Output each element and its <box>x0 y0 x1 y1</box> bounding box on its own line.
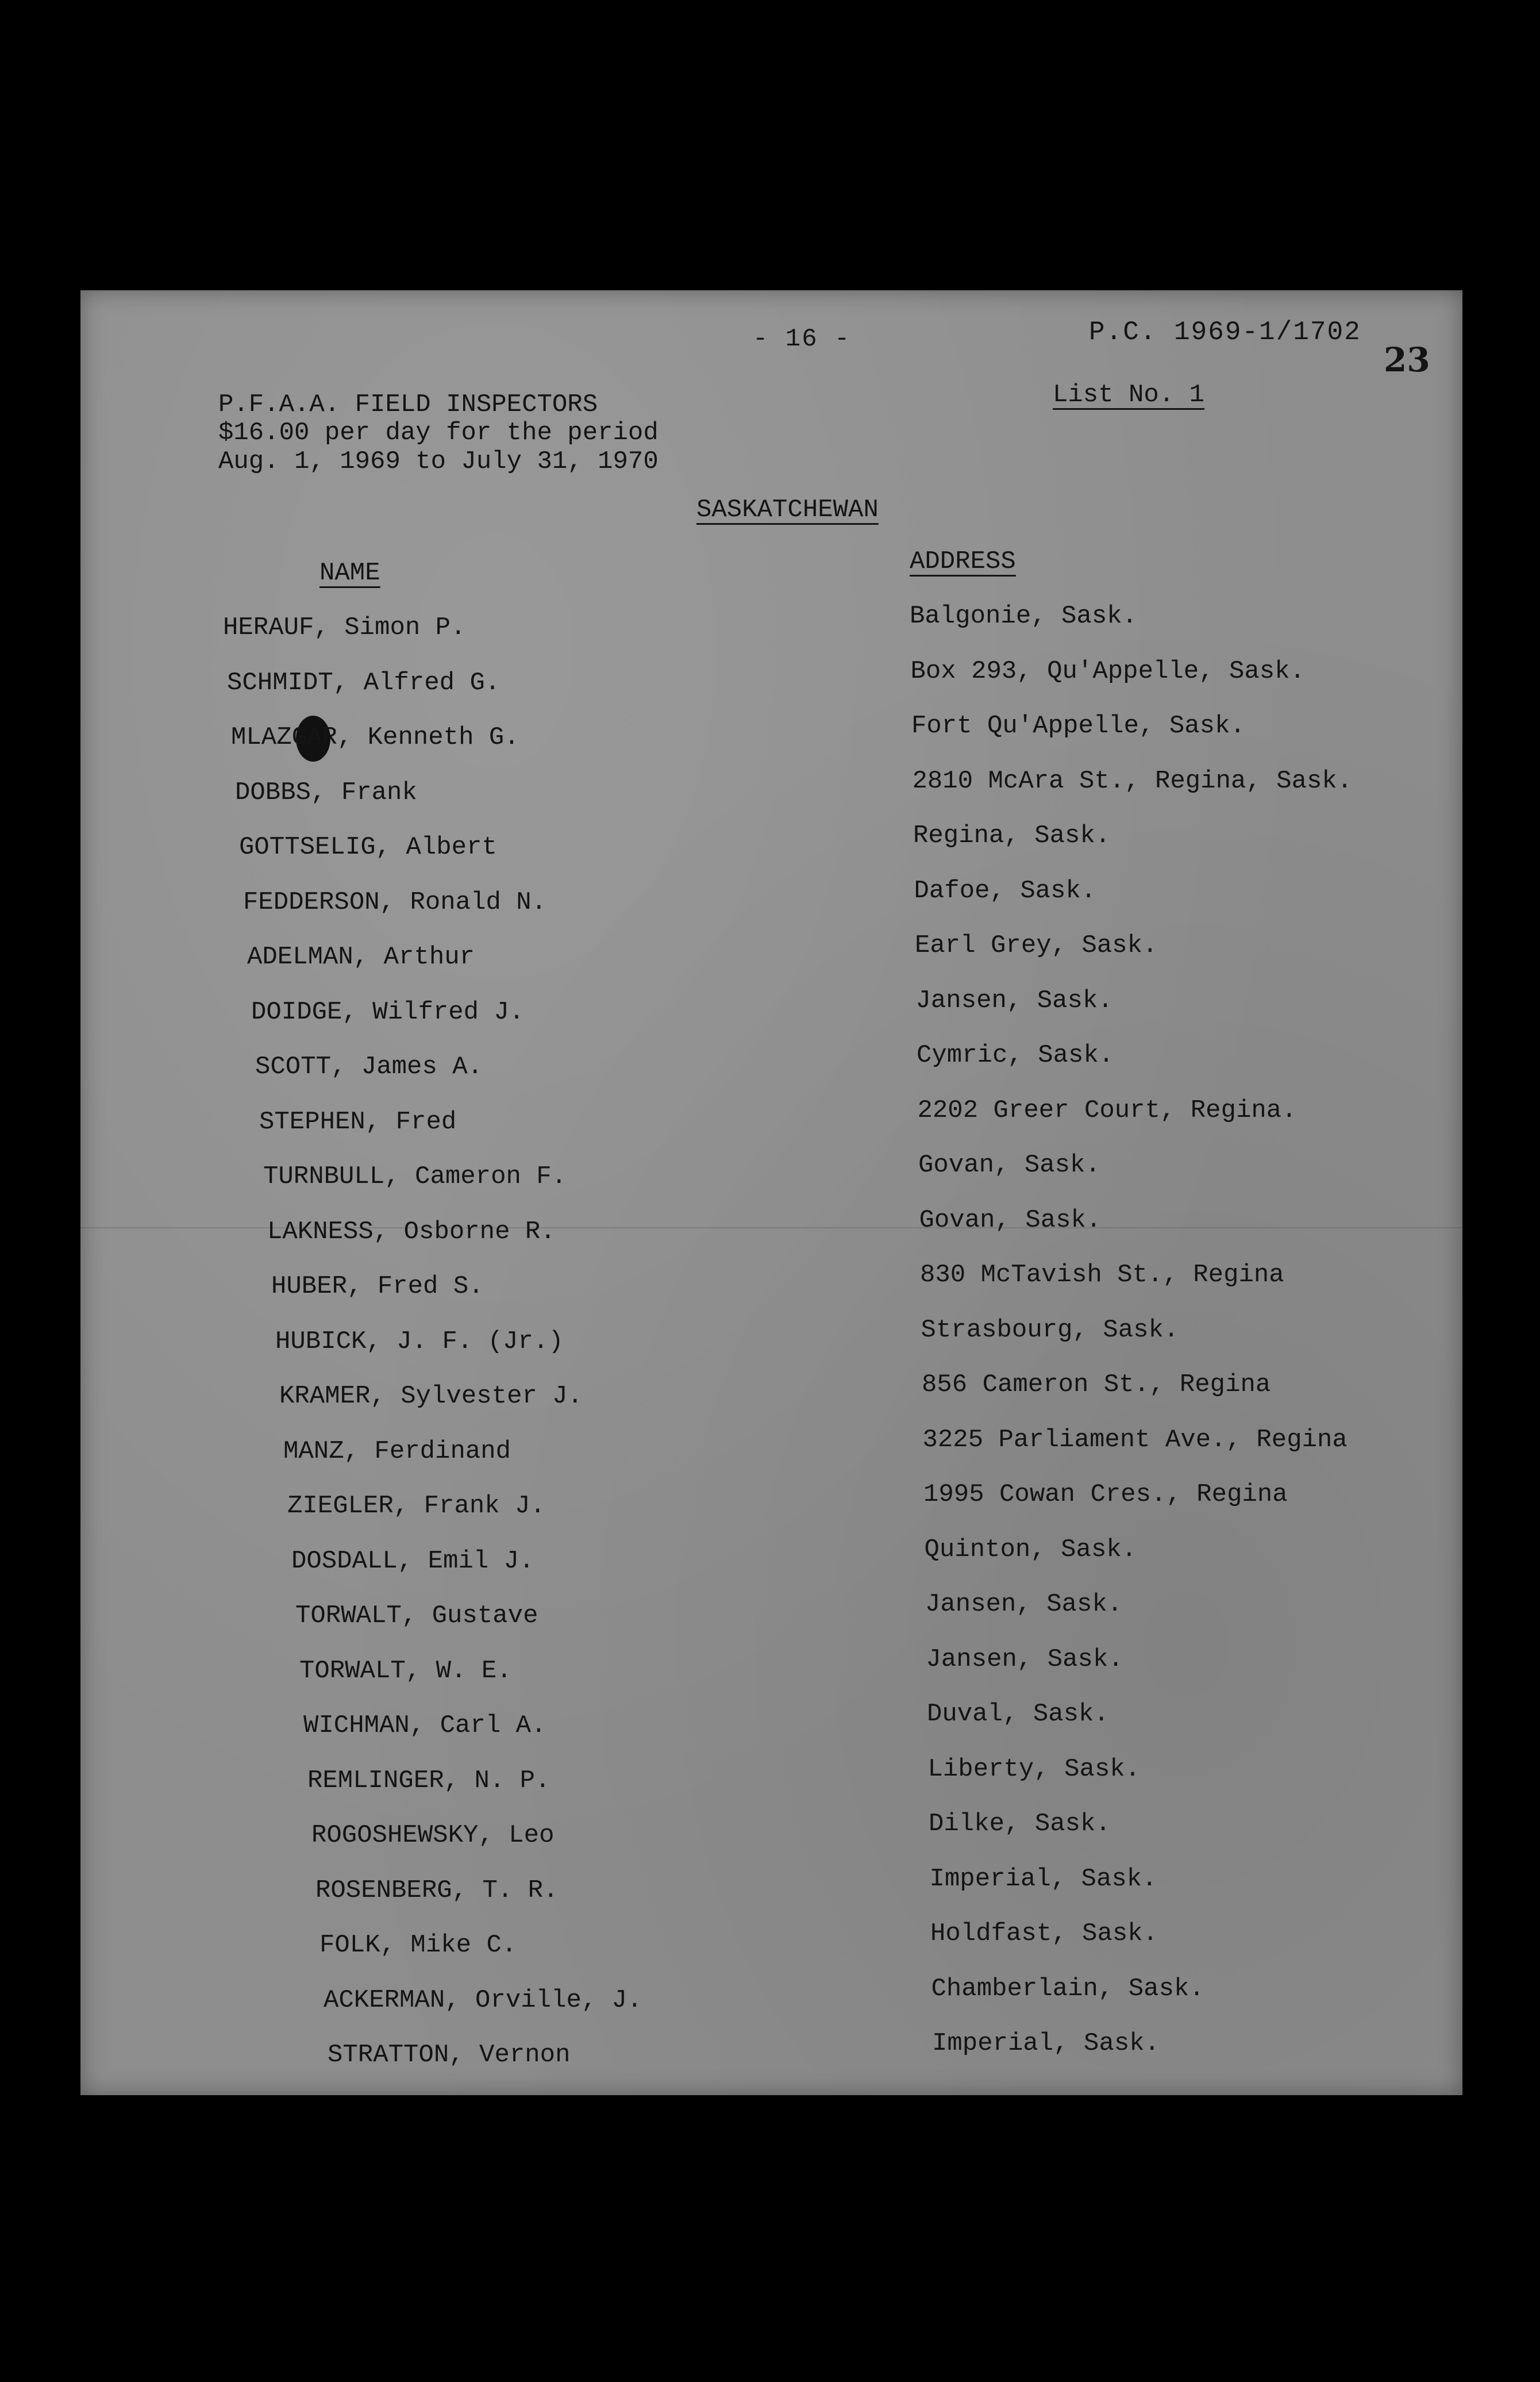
inspector-name: STRATTON, Vernon <box>328 2041 571 2069</box>
inspector-address: Box 293, Qu'Appelle, Sask. <box>910 656 1306 686</box>
inspector-name: LAKNESS, Osborne R. <box>267 1217 556 1246</box>
province-heading: SASKATCHEWAN <box>696 495 879 524</box>
inspector-address: Dafoe, Sask. <box>914 876 1096 905</box>
inspector-name: HUBER, Fred S. <box>271 1272 484 1301</box>
order-in-council-number: P.C. 1969-1/1702 <box>1089 317 1361 347</box>
heading-line-3: Aug. 1, 1969 to July 31, 1970 <box>218 447 659 476</box>
inspector-name: DOBBS, Frank <box>235 778 417 807</box>
inspector-name: ZIEGLER, Frank J. <box>287 1492 545 1520</box>
inspector-address: Strasbourg, Sask. <box>921 1315 1179 1344</box>
inspector-name: ACKERMAN, Orville, J. <box>324 1985 642 2015</box>
page-number: - 16 - <box>753 325 851 354</box>
inspector-name: MLAZGAR, Kenneth G. <box>231 723 519 752</box>
heading-line-2: $16.00 per day for the period <box>218 418 659 447</box>
folio-number: 23 <box>1384 340 1430 379</box>
inspector-name: FEDDERSON, Ronald N. <box>243 888 547 917</box>
inspector-address: Jansen, Sask. <box>915 986 1113 1015</box>
inspector-name: ROSENBERG, T. R. <box>315 1876 559 1905</box>
list-label: List No. 1 <box>1053 381 1205 409</box>
inspector-address: Dilke, Sask. <box>929 1809 1111 1838</box>
inspector-name: DOIDGE, Wilfred J. <box>251 997 525 1027</box>
inspector-name: ADELMAN, Arthur <box>247 943 475 971</box>
inspector-address: 3225 Parliament Ave., Regina <box>922 1425 1348 1454</box>
inspector-address: 2202 Greer Court, Regina. <box>917 1096 1297 1125</box>
inspector-address: Govan, Sask. <box>918 1151 1100 1180</box>
inspector-name: TURNBULL, Cameron F. <box>263 1162 567 1191</box>
inspector-address: Liberty, Sask. <box>927 1754 1141 1784</box>
inspector-name: FOLK, Mike C. <box>319 1931 517 1960</box>
inspector-address: 830 McTavish St., Regina <box>920 1261 1284 1289</box>
inspector-name: GOTTSELIG, Albert <box>239 833 497 862</box>
inspector-address: Jansen, Sask. <box>926 1645 1123 1674</box>
inspector-name: HUBICK, J. F. (Jr.) <box>275 1327 564 1356</box>
inspector-address: Fort Qu'Appelle, Sask. <box>911 712 1245 740</box>
inspector-address: Earl Grey, Sask. <box>915 931 1158 960</box>
heading-line-1: P.F.A.A. FIELD INSPECTORS <box>218 390 598 419</box>
inspector-address: Balgonie, Sask. <box>910 602 1138 631</box>
name-column-header: NAME <box>319 559 380 587</box>
inspector-name: SCHMIDT, Alfred G. <box>227 668 500 697</box>
inspector-address: Quinton, Sask. <box>924 1535 1137 1564</box>
inspector-address: Duval, Sask. <box>927 1700 1109 1728</box>
inspector-address: Imperial, Sask. <box>932 2029 1160 2058</box>
inspector-name: TORWALT, Gustave <box>295 1601 538 1630</box>
inspector-address: 1995 Cowan Cres., Regina <box>923 1480 1288 1509</box>
inspector-address: Cymric, Sask. <box>917 1041 1114 1070</box>
document-page <box>80 290 1462 2095</box>
inspector-address: Jansen, Sask. <box>925 1590 1123 1619</box>
inspector-address: 856 Cameron St., Regina <box>922 1370 1271 1399</box>
inspector-address: Chamberlain, Sask. <box>931 1974 1204 2003</box>
inspector-address: 2810 McAra St., Regina, Sask. <box>912 766 1353 796</box>
inspector-name: REMLINGER, N. P. <box>307 1766 550 1795</box>
inspector-name: HERAUF, Simon P. <box>223 613 466 642</box>
inspector-address: Imperial, Sask. <box>929 1864 1157 1893</box>
inspector-name: STEPHEN, Fred <box>259 1107 457 1136</box>
inspector-name: TORWALT, W. E. <box>299 1656 512 1685</box>
inspector-name: ROGOSHEWSKY, Leo <box>311 1821 555 1850</box>
inspector-name: WICHMAN, Carl A. <box>303 1711 546 1740</box>
inspector-address: Govan, Sask. <box>919 1205 1102 1235</box>
inspector-address: Holdfast, Sask. <box>930 1919 1158 1948</box>
inspector-name: KRAMER, Sylvester J. <box>279 1382 583 1411</box>
address-column-header: ADDRESS <box>910 547 1016 576</box>
inspector-name: SCOTT, James A. <box>255 1052 483 1081</box>
inspector-name: DOSDALL, Emil J. <box>291 1546 534 1576</box>
inspector-address: Regina, Sask. <box>913 821 1111 850</box>
inspector-name: MANZ, Ferdinand <box>283 1436 511 1466</box>
